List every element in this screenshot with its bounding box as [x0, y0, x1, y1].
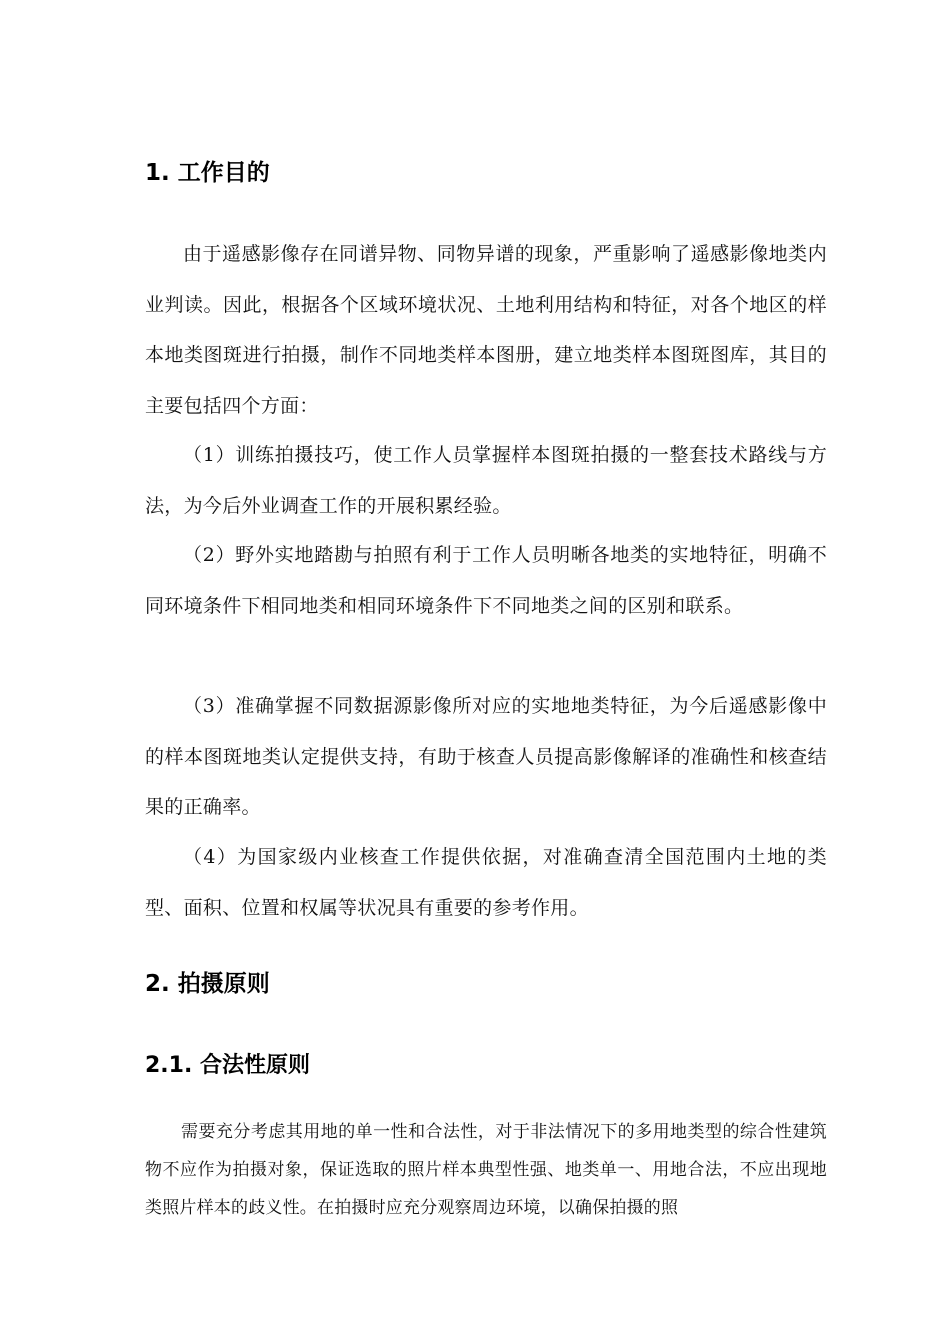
section-2-1-paragraph: 需要充分考虑其用地的单一性和合法性，对于非法情况下的多用地类型的综合性建筑物不应作为拍摄对象，保证选取的照片样本典型性强、地类单一、用地合法，不应出现地类照片样本的歧义性。在拍摄时应充分观察周边环境，以确保拍摄的照 — [145, 1122, 827, 1218]
section-1-item-2: （2）野外实地踏勘与拍照有利于工作人员明晰各地类的实地特征，明确不同环境条件下相同地类和相同环境条件下不同地类之间的区别和联系。 — [145, 544, 827, 617]
section-2-heading: 2. 拍摄原则 — [145, 971, 270, 997]
section-2-1-heading: 2.1. 合法性原则 — [145, 1053, 310, 1078]
section-1-heading: 1. 工作目的 — [145, 160, 270, 186]
section-1-item-3: （3）准确掌握不同数据源影像所对应的实地地类特征，为今后遥感影像中的样本图斑地类认定提供支持，有助于核查人员提高影像解译的准确性和核查结果的正确率。 — [145, 695, 827, 818]
section-1-item-1: （1）训练拍摄技巧，使工作人员掌握样本图斑拍摄的一整套技术路线与方法，为今后外业调查工作的开展积累经验。 — [145, 444, 827, 517]
section-1-intro-paragraph: 由于遥感影像存在同谱异物、同物异谱的现象，严重影响了遥感影像地类内业判读。因此，根据各个区域环境状况、土地利用结构和特征，对各个地区的样本地类图斑进行拍摄，制作不同地类样本图册，建立地类样本图斑图库，其目的主要包括四个方面： — [145, 243, 827, 417]
section-1-item-4: （4）为国家级内业核查工作提供依据，对准确查清全国范围内土地的类型、面积、位置和权属等状况具有重要的参考作用。 — [145, 846, 827, 919]
